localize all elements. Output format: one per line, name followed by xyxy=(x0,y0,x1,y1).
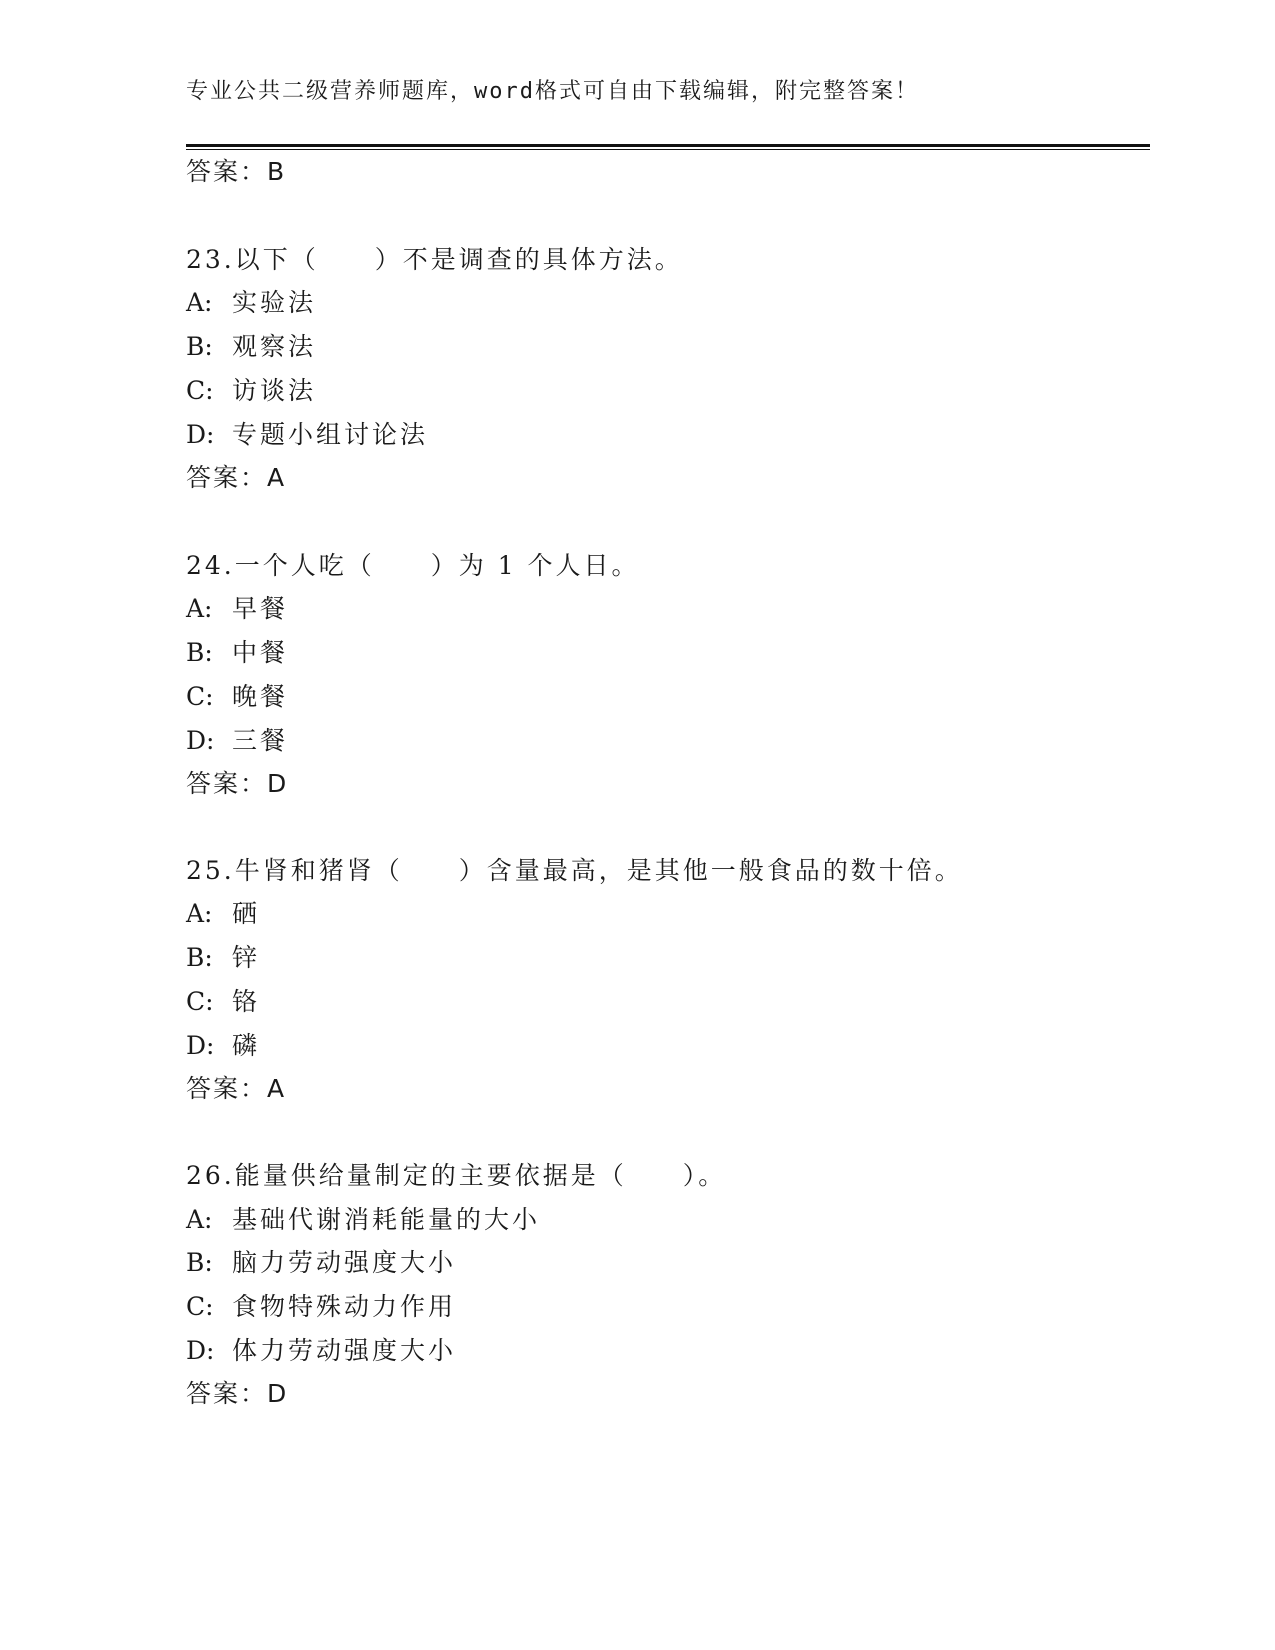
page-header: 专业公共二级营养师题库，word格式可自由下载编辑，附完整答案！ xyxy=(186,79,919,104)
option-line xyxy=(186,1292,456,1322)
option-text: 实验法 xyxy=(232,288,317,317)
option-letter: C: xyxy=(186,376,214,405)
option-text: 铬 xyxy=(232,987,261,1016)
option-text: 磷 xyxy=(232,1031,261,1060)
option-line xyxy=(186,1336,456,1366)
question-stem: 25.牛肾和猪肾（ ）含量最高，是其他一般食品的数十倍。 xyxy=(186,856,963,885)
option-line xyxy=(186,332,316,362)
option-line xyxy=(186,638,288,668)
option-letter: D: xyxy=(186,1031,215,1060)
option-letter: D: xyxy=(186,420,215,449)
answer-line: 答案：D xyxy=(186,1379,289,1408)
answer-line: 答案：B xyxy=(186,157,287,186)
option-line xyxy=(186,1248,456,1278)
option-line xyxy=(186,726,288,756)
header-rule-thick xyxy=(186,144,1150,147)
option-letter: A: xyxy=(186,288,213,317)
option-text: 硒 xyxy=(232,899,261,928)
option-letter: D: xyxy=(186,726,215,755)
option-text: 专题小组讨论法 xyxy=(232,420,429,449)
option-line xyxy=(186,594,288,624)
option-text: 中餐 xyxy=(232,638,289,667)
option-text: 脑力劳动强度大小 xyxy=(232,1248,457,1277)
option-letter: B: xyxy=(186,332,213,361)
option-letter: A: xyxy=(186,1205,213,1234)
option-letter: B: xyxy=(186,943,213,972)
answer-line: 答案：D xyxy=(186,769,289,798)
option-line xyxy=(186,1031,260,1061)
option-text: 锌 xyxy=(232,943,261,972)
question-stem: 23.以下（ ）不是调查的具体方法。 xyxy=(186,245,683,274)
option-letter: C: xyxy=(186,1292,214,1321)
question-stem: 24.一个人吃（ ）为 1 个人日。 xyxy=(186,551,640,580)
question-stem: 26.能量供给量制定的主要依据是（ ）。 xyxy=(186,1161,727,1190)
option-letter: A: xyxy=(186,594,213,623)
option-text: 访谈法 xyxy=(232,376,317,405)
option-text: 三餐 xyxy=(232,726,289,755)
answer-line: 答案：A xyxy=(186,1074,287,1103)
option-line xyxy=(186,288,316,318)
option-text: 早餐 xyxy=(232,594,289,623)
option-text: 食物特殊动力作用 xyxy=(232,1292,457,1321)
option-line xyxy=(186,943,260,973)
option-text: 观察法 xyxy=(232,332,317,361)
header-rule-thin xyxy=(186,149,1150,150)
option-letter: A: xyxy=(186,899,213,928)
option-text: 基础代谢消耗能量的大小 xyxy=(232,1205,541,1234)
option-line xyxy=(186,420,428,450)
option-letter: C: xyxy=(186,987,214,1016)
option-line xyxy=(186,1205,540,1235)
option-text: 晚餐 xyxy=(232,682,289,711)
option-letter: B: xyxy=(186,638,213,667)
option-text: 体力劳动强度大小 xyxy=(232,1336,457,1365)
option-line xyxy=(186,899,260,929)
option-letter: B: xyxy=(186,1248,213,1277)
option-line xyxy=(186,682,288,712)
option-letter: D: xyxy=(186,1336,215,1365)
option-line xyxy=(186,987,260,1017)
option-line xyxy=(186,376,316,406)
option-letter: C: xyxy=(186,682,214,711)
answer-line: 答案：A xyxy=(186,463,287,492)
